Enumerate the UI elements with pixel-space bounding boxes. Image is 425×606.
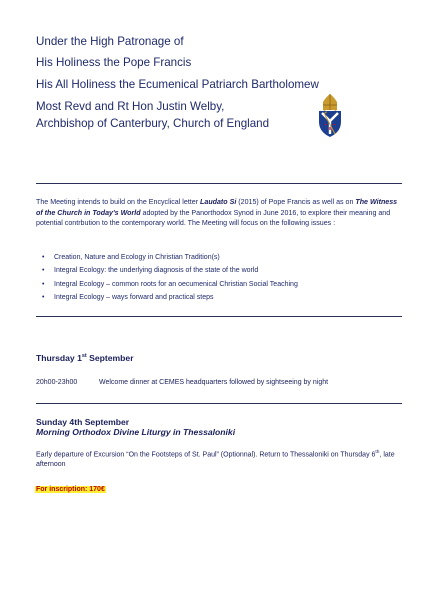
excursion-text xyxy=(36,448,396,470)
patronage-line: His All Holiness the Ecumenical Patriarch Bartholomew xyxy=(36,78,319,91)
intro-text: The Meeting intends to build on the Encyclical letter xyxy=(36,198,201,206)
divider xyxy=(36,316,402,317)
divider xyxy=(36,403,402,404)
bullet-icon: • xyxy=(42,254,45,261)
list-item xyxy=(42,251,298,264)
patronage-line: Most Revd and Rt Hon Justin Welby, xyxy=(36,100,225,113)
inscription-price: For inscription: 170€ xyxy=(36,486,105,493)
day1-heading-text: Thursday 1 xyxy=(36,353,82,363)
patronage-line: Under the High Patronage of xyxy=(36,35,184,48)
day2-subheading: Morning Orthodox Divine Liturgy in Thessaloniki xyxy=(36,427,236,437)
list-item xyxy=(42,278,298,291)
event-description: Welcome dinner at CEMES headquarters followed by sightseeing by night xyxy=(99,379,329,386)
divider xyxy=(36,183,402,184)
list-item xyxy=(42,291,298,304)
day1-heading-text: September xyxy=(86,353,134,363)
day1-heading xyxy=(36,353,134,363)
event-time: 20h00-23h00 xyxy=(36,379,78,386)
archbishop-crest-icon xyxy=(315,94,345,138)
bullet-icon: • xyxy=(42,294,45,302)
laudato-si-title: Laudato Si xyxy=(200,198,237,206)
issue-text: Creation, Nature and Ecology in Christian Tradition(s) xyxy=(54,254,220,261)
bullet-icon: • xyxy=(42,280,45,288)
excursion-text-part: , late afternoon xyxy=(36,451,395,469)
intro-paragraph xyxy=(36,197,402,229)
bullet-icon: • xyxy=(42,267,45,275)
intro-text: (2015) of Pope Francis as well as on xyxy=(236,198,356,206)
witness-title: The Witness of the Church in Today's World xyxy=(36,198,398,217)
intro-text: adopted by the Panorthodox Synod in June 2016, to explore their meaning and potential contrbution to the contemporary world. The Meeting will focus on the following issues : xyxy=(36,208,391,228)
list-item xyxy=(42,264,298,277)
day2-heading: Sunday 4th September xyxy=(36,417,130,427)
issue-text: Integral Ecology: the underlying diagnosis of the state of the world xyxy=(54,267,259,275)
patronage-line: Archbishop of Canterbury, Church of England xyxy=(36,117,270,130)
patronage-line: His Holiness the Pope Francis xyxy=(36,56,192,69)
excursion-sup: th xyxy=(375,450,380,455)
issue-text: Integral Ecology – ways forward and practical steps xyxy=(54,294,214,302)
excursion-text-part: Early departure of Excursion “On the Footsteps of St. Paul” (Optionnal). Return to Thessaloniki on Thursday 6 xyxy=(36,451,376,459)
issue-text: Integral Ecology – common roots for an oecumenical Christian Social Teaching xyxy=(54,280,298,288)
day1-heading-sup: st xyxy=(81,353,87,360)
issues-list xyxy=(42,251,298,305)
